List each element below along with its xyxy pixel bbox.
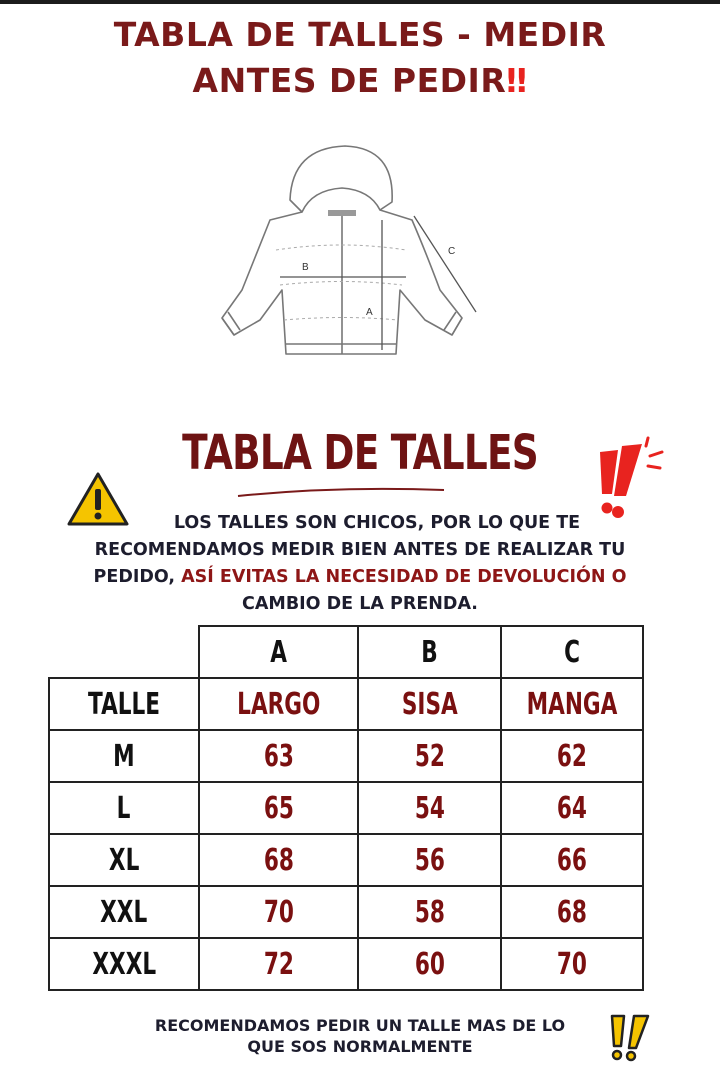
header-cell-manga: MANGA bbox=[501, 678, 643, 730]
jacket-diagram bbox=[200, 140, 520, 380]
value-cell: 54 bbox=[358, 782, 501, 834]
size-cell: M bbox=[49, 730, 199, 782]
size-cell: XXL bbox=[49, 886, 199, 938]
footer-line-2: QUE SOS NORMALMENTE bbox=[247, 1037, 473, 1056]
hood-outline bbox=[290, 146, 392, 212]
value-cell: 65 bbox=[199, 782, 358, 834]
table-row bbox=[49, 834, 643, 886]
double-exclamation-icon: ‼ bbox=[506, 61, 528, 100]
size-cell: XL bbox=[49, 834, 199, 886]
sizing-note bbox=[40, 510, 680, 618]
value-cell: 72 bbox=[199, 938, 358, 990]
value-cell: 66 bbox=[501, 834, 643, 886]
letters-row bbox=[49, 626, 643, 678]
note-line-4: CAMBIO DE LA PRENDA. bbox=[242, 594, 478, 614]
size-cell: L bbox=[49, 782, 199, 834]
label-b: B bbox=[302, 262, 309, 273]
note-line-1: LOS TALLES SON CHICOS, POR LO QUE TE bbox=[173, 513, 581, 533]
value-cell: 60 bbox=[358, 938, 501, 990]
value-cell: 64 bbox=[501, 782, 643, 834]
letter-cell: A bbox=[199, 626, 358, 678]
note-line-2: RECOMENDAMOS MEDIR BIEN ANTES DE REALIZAR TU bbox=[94, 540, 626, 560]
section-heading: TABLA DE TALLES bbox=[182, 425, 538, 481]
footer-line-1: RECOMENDAMOS PEDIR UN TALLE MAS DE LO bbox=[154, 1016, 566, 1035]
note-line-3: PEDIDO, ASÍ EVITAS LA NECESIDAD DE DEVOLUCIÓN O bbox=[93, 567, 627, 587]
size-cell: XXXL bbox=[49, 938, 199, 990]
quilt-line-1 bbox=[276, 245, 406, 250]
page-title bbox=[0, 12, 720, 104]
blank-cell bbox=[49, 626, 199, 678]
table-row bbox=[49, 730, 643, 782]
title-line-2: ANTES DE PEDIR‼ bbox=[192, 61, 528, 100]
letter-cell: C bbox=[501, 626, 643, 678]
size-table bbox=[48, 625, 644, 991]
footer-note bbox=[60, 1015, 660, 1057]
heading-underline bbox=[236, 484, 446, 498]
quilt-line-3 bbox=[284, 318, 398, 321]
value-cell: 70 bbox=[199, 886, 358, 938]
value-cell: 68 bbox=[501, 886, 643, 938]
header-cell-sisa: SISA bbox=[358, 678, 501, 730]
hood-patch bbox=[328, 210, 356, 216]
table-row bbox=[49, 938, 643, 990]
top-bar bbox=[0, 0, 720, 4]
title-line-1: TABLA DE TALLES - MEDIR bbox=[113, 15, 607, 54]
table-row bbox=[49, 782, 643, 834]
label-a: A bbox=[366, 307, 373, 318]
value-cell: 56 bbox=[358, 834, 501, 886]
value-cell: 52 bbox=[358, 730, 501, 782]
value-cell: 70 bbox=[501, 938, 643, 990]
letter-cell: B bbox=[358, 626, 501, 678]
value-cell: 58 bbox=[358, 886, 501, 938]
quilt-line-2 bbox=[280, 282, 402, 286]
header-cell-largo: LARGO bbox=[199, 678, 358, 730]
value-cell: 63 bbox=[199, 730, 358, 782]
header-row bbox=[49, 678, 643, 730]
value-cell: 68 bbox=[199, 834, 358, 886]
value-cell: 62 bbox=[501, 730, 643, 782]
table-row bbox=[49, 886, 643, 938]
double-exclamation-icon bbox=[604, 1012, 658, 1062]
label-c: C bbox=[448, 246, 456, 257]
header-cell-talle: TALLE bbox=[49, 678, 199, 730]
